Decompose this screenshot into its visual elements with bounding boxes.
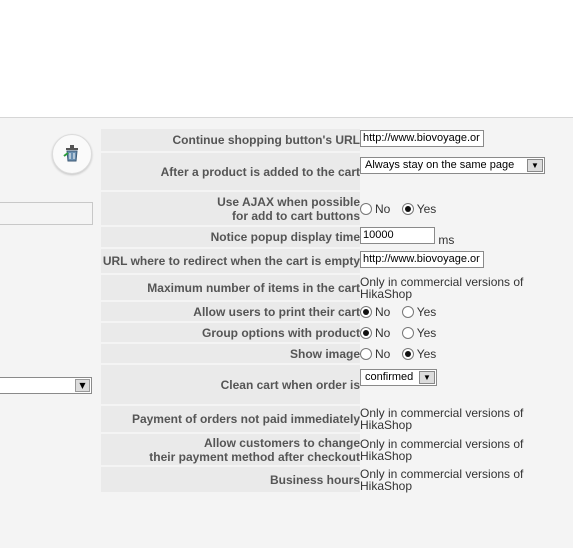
label-popup-time: Notice popup display time	[101, 226, 360, 248]
print-cart-no-label: No	[375, 304, 391, 319]
label-group-options: Group options with product	[101, 322, 360, 343]
label-redirect-empty: URL where to redirect when the cart is empty	[101, 248, 360, 274]
row-max-items	[101, 274, 573, 301]
label-max-items: Maximum number of items in the cart	[101, 274, 360, 301]
label-after-add: After a product is added to the cart	[101, 152, 360, 191]
row-group-options	[101, 322, 573, 343]
group-options-yes-radio[interactable]	[402, 327, 414, 339]
row-popup-time	[101, 226, 573, 248]
print-cart-yes-label: Yes	[416, 304, 437, 319]
print-cart-yes-radio[interactable]	[402, 306, 414, 318]
label-change-payment-line1: Allow customers to change	[203, 435, 360, 450]
group-options-no-label: No	[375, 325, 391, 340]
label-business-hours: Business hours	[101, 466, 360, 493]
trash-icon	[61, 142, 83, 167]
cart-settings-table	[101, 129, 573, 494]
row-show-image	[101, 343, 573, 364]
row-change-payment	[101, 433, 573, 466]
max-items-note: Only in commercial versions of HikaShop	[360, 274, 573, 301]
chevron-down-icon[interactable]: ▼	[527, 159, 543, 172]
empty-cart-button[interactable]	[52, 134, 92, 174]
row-ajax	[101, 191, 573, 226]
ajax-no-radio[interactable]	[360, 203, 372, 215]
label-print-cart: Allow users to print their cart	[101, 301, 360, 322]
ajax-no-label: No	[375, 201, 391, 216]
popup-time-unit: ms	[438, 233, 455, 247]
label-payment-unpaid: Payment of orders not paid immediately	[101, 405, 360, 433]
chevron-down-icon[interactable]: ▼	[419, 371, 435, 384]
change-payment-note: Only in commercial versions of HikaShop	[360, 433, 573, 466]
continue-url-input[interactable]: http://www.biovoyage.or	[360, 130, 484, 147]
clean-cart-selected: confirmed	[365, 371, 414, 383]
label-show-image: Show image	[101, 343, 360, 364]
row-payment-unpaid	[101, 405, 573, 433]
label-change-payment	[101, 433, 360, 466]
popup-time-input[interactable]: 10000	[360, 227, 435, 244]
ajax-yes-radio[interactable]	[402, 203, 414, 215]
payment-unpaid-note: Only in commercial versions of HikaShop	[360, 405, 573, 433]
top-blank-area	[0, 0, 573, 117]
redirect-empty-input[interactable]: http://www.biovoyage.or	[360, 251, 484, 268]
chevron-down-icon[interactable]: ▼	[75, 379, 90, 392]
show-image-yes-label: Yes	[416, 346, 437, 361]
show-image-no-radio[interactable]	[360, 348, 372, 360]
business-hours-note: Only in commercial versions of HikaShop	[360, 466, 573, 493]
label-continue-url: Continue shopping button's URL	[101, 129, 360, 152]
label-clean-cart: Clean cart when order is	[101, 364, 360, 405]
label-ajax-line1: Use AJAX when possible	[217, 194, 360, 209]
after-add-select[interactable]	[360, 157, 545, 174]
row-clean-cart	[101, 364, 573, 405]
label-ajax-line2: for add to cart buttons	[232, 208, 360, 223]
row-business-hours	[101, 466, 573, 493]
row-after-add	[101, 152, 573, 191]
show-image-yes-radio[interactable]	[402, 348, 414, 360]
row-redirect-empty	[101, 248, 573, 274]
label-ajax	[101, 191, 360, 226]
after-add-selected: Always stay on the same page	[365, 159, 515, 171]
group-options-no-radio[interactable]	[360, 327, 372, 339]
ajax-yes-label: Yes	[416, 201, 437, 216]
row-print-cart	[101, 301, 573, 322]
left-dropdown[interactable]	[0, 377, 92, 394]
left-text-field[interactable]	[0, 202, 93, 225]
show-image-no-label: No	[375, 346, 391, 361]
print-cart-no-radio[interactable]	[360, 306, 372, 318]
row-continue-url	[101, 129, 573, 152]
clean-cart-select[interactable]	[360, 369, 437, 386]
group-options-yes-label: Yes	[416, 325, 437, 340]
label-change-payment-line2: their payment method after checkout	[149, 449, 360, 464]
